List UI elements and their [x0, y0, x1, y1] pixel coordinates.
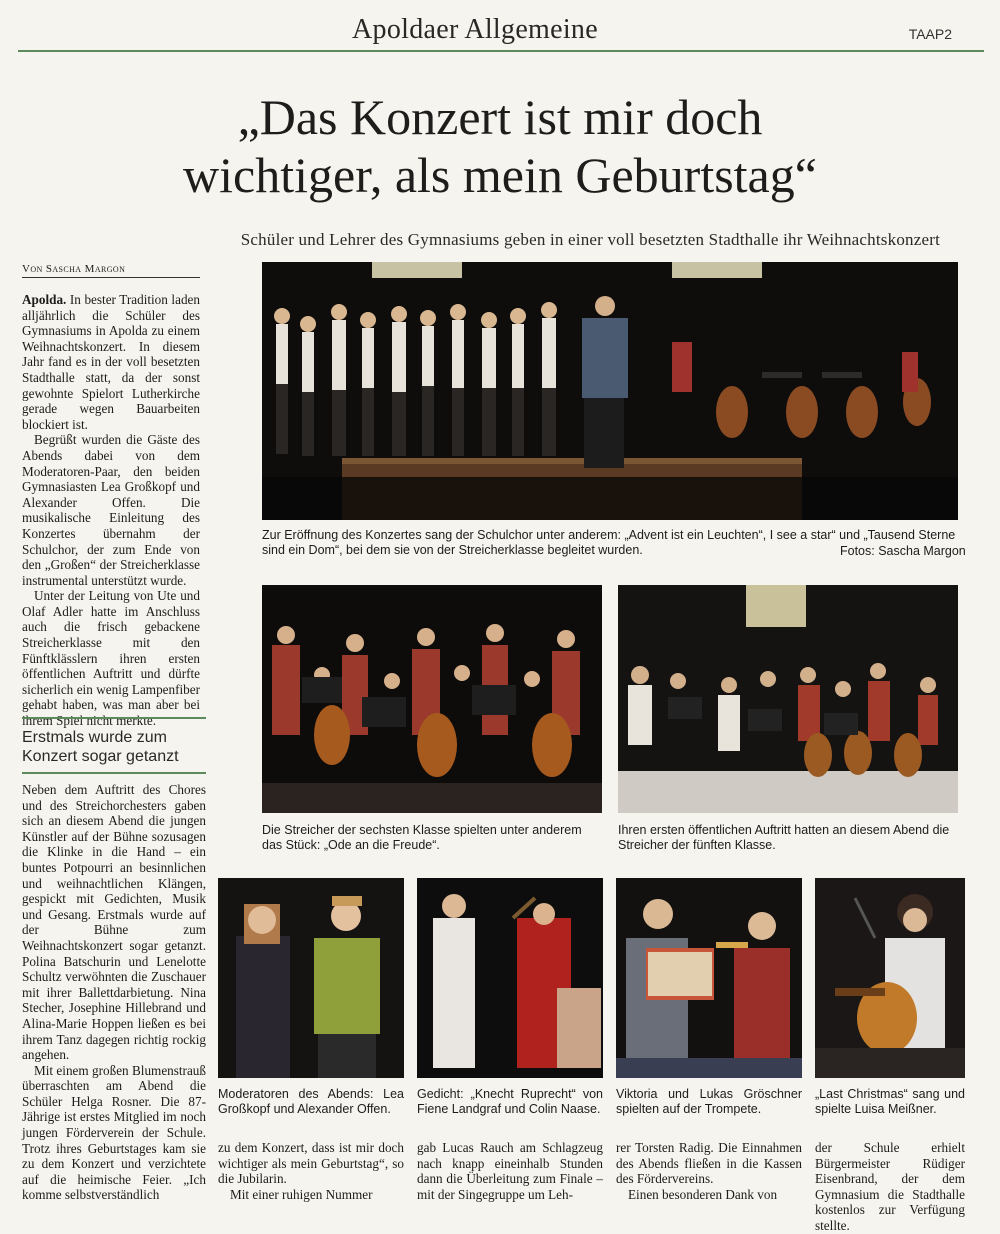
photo-guitar: [815, 878, 965, 1078]
photo-guitar-image: [815, 878, 965, 1078]
article-column-left-top: [22, 292, 200, 729]
paragraph-2: Begrüßt wurden die Gäste des Abends dabei von dem Moderatoren-Paar, den beiden Gymnasiasten Lea Großkopf und Alexander Offen. Die musikalische Einleitung des Konzertes übernahm der Schulchor, der zum Ende von den „Großen“ der Streicherklasse instrumental unterstützt wurde.: [22, 432, 200, 588]
article-column-5: [815, 1140, 965, 1234]
photo-credit: Fotos: Sascha Margon: [840, 544, 966, 558]
headline-line-2: wichtiger, als mein Geburtstag“: [183, 147, 817, 203]
photo-poem-image: [417, 878, 603, 1078]
headline-line-1: „Das Konzert ist mir doch: [237, 89, 763, 145]
photo-moderators-image: [218, 878, 404, 1078]
page-code: TAAP2: [908, 26, 952, 42]
photo-poem: [417, 878, 603, 1078]
photo-trumpet-image: [616, 878, 802, 1078]
headline: [40, 88, 960, 204]
dateline: Apolda.: [22, 292, 67, 307]
caption-poem: Gedicht: „Knecht Ruprecht“ von Fiene Landgraf und Colin Naase.: [417, 1087, 603, 1116]
column-4-text-b: Einen besonderen Dank von: [628, 1186, 778, 1202]
photo-sixth-grade-strings-image: [262, 585, 602, 813]
article-column-left-bottom: [22, 782, 206, 1203]
caption-choir: Zur Eröffnung des Konzertes sang der Schulchor unter anderem: „Advent ist ein Leuchten“, I see a star“ und „Tausend Sterne sind ein Dom“, bei dem sie von der Streicherklasse begleitet wurden.: [262, 528, 956, 557]
photo-choir-stage: [262, 262, 958, 520]
photo-trumpet: [616, 878, 802, 1078]
interhead: Erstmals wurde zum Konzert sogar getanzt: [22, 729, 179, 765]
column-2-text-b: Mit einer ruhigen Nummer: [230, 1186, 373, 1202]
caption-trumpet: Viktoria und Lukas Gröschner spielten auf der Trompete.: [616, 1087, 802, 1116]
interhead-rule-bottom: [22, 772, 206, 774]
caption-guitar: „Last Christmas“ sang und spielte Luisa Meißner.: [815, 1087, 965, 1116]
photo-moderators: [218, 878, 404, 1078]
byline: Von Sascha Margon: [22, 263, 200, 278]
paragraph-5: Mit einem großen Blumenstrauß überraschten am Abend die Schüler Helga Rosner. Die 87-Jährige ist erstes Mitglied im noch jungen Förderverein der Schule. Trotz ihres Geburtstages kam sie zu dem Konzert und verzichtete auf die heimische Feier. „Ich komme selbstverständlich: [22, 1062, 206, 1203]
subheadline: Schüler und Lehrer des Gymnasiums geben in einer voll besetzten Stadthalle ihr Weihnachtskonzert: [240, 230, 940, 249]
section-name: Apoldaer Allgemeine: [352, 14, 598, 45]
paragraph-4: Neben dem Auftritt des Chores und des Streichorchesters gaben sich an diesem Abend die jungen Künstler auf der Bühne sozusagen die Klinke in die Hand – ein buntes Potpourri an besinnlichen und weihnachtlichen Klängen, gespickt mit Gedichten, Musik und Gesang. Erstmals wurde auf der Bühne zum Weihnachtskonzert sogar getanzt. Polina Batschurin und Lenelotte Schultz verwöhnten die Zuschauer mit ihrer Ballettdarbietung. Nina Stecher, Josephine Hillebrand und Alina-Marie Hoppen ließen es bei ihrem Tanz dagegen richtig rockig angehen.: [22, 782, 206, 1063]
article-column-3: [417, 1140, 603, 1202]
caption-fifth-grade: Ihren ersten öffentlichen Auftritt hatten an diesem Abend die Streicher der fünften Klasse.: [618, 823, 950, 852]
caption-sixth-grade: Die Streicher der sechsten Klasse spielten unter anderem das Stück: „Ode an die Freude“.: [262, 823, 582, 852]
photo-sixth-grade-strings: [262, 585, 602, 813]
article-column-2: [218, 1140, 404, 1202]
column-3-text: gab Lucas Rauch am Schlagzeug nach knapp eineinhalb Stunden dann die Überleitung zum Finale – mit der Singegruppe um Leh-: [417, 1140, 603, 1202]
caption-moderators: Moderatoren des Abends: Lea Großkopf und Alexander Offen.: [218, 1087, 404, 1116]
column-5-text: der Schule erhielt Bürgermeister Rüdiger Eisenbrand, der dem Gymnasium die Stadthalle kostenlos zur Verfügung stellte.: [815, 1140, 965, 1233]
paragraph-3: Unter der Leitung von Ute und Olaf Adler hatte im Anschluss auch die frisch gebackene Streicherklasse mit den Fünftklässlern ihren ersten öffentlichen Auftritt und dürfte sicherlich ein wenig Lampenfiber gehabt haben, was man aber bei ihrem Spiel nicht merkte.: [22, 588, 200, 729]
column-2-text: zu dem Konzert, dass ist mir doch wichtiger als mein Geburtstag“, so die Jubilarin.: [218, 1140, 404, 1187]
photo-fifth-grade-strings: [618, 585, 958, 813]
article-column-4: [616, 1140, 802, 1202]
column-4-text: rer Torsten Radig. Die Einnahmen des Abends fließen in die Kassen des Fördervereins.: [616, 1140, 802, 1187]
photo-choir-stage-image: [262, 262, 958, 520]
paragraph-1: [22, 292, 200, 432]
interhead-rule-top: [22, 717, 206, 719]
photo-fifth-grade-strings-image: [618, 585, 958, 813]
paragraph-1-text: In bester Tradition laden alljährlich die Schüler des Gymnasiums in Apolda zu einem Weihnachtskonzert. In diesem Jahr fand es in der voll besetzten Stadthalle statt, da der sonst gewohnte Spielort Lutherkirche gerade wegen Bauarbeiten blockiert ist.: [22, 292, 200, 432]
